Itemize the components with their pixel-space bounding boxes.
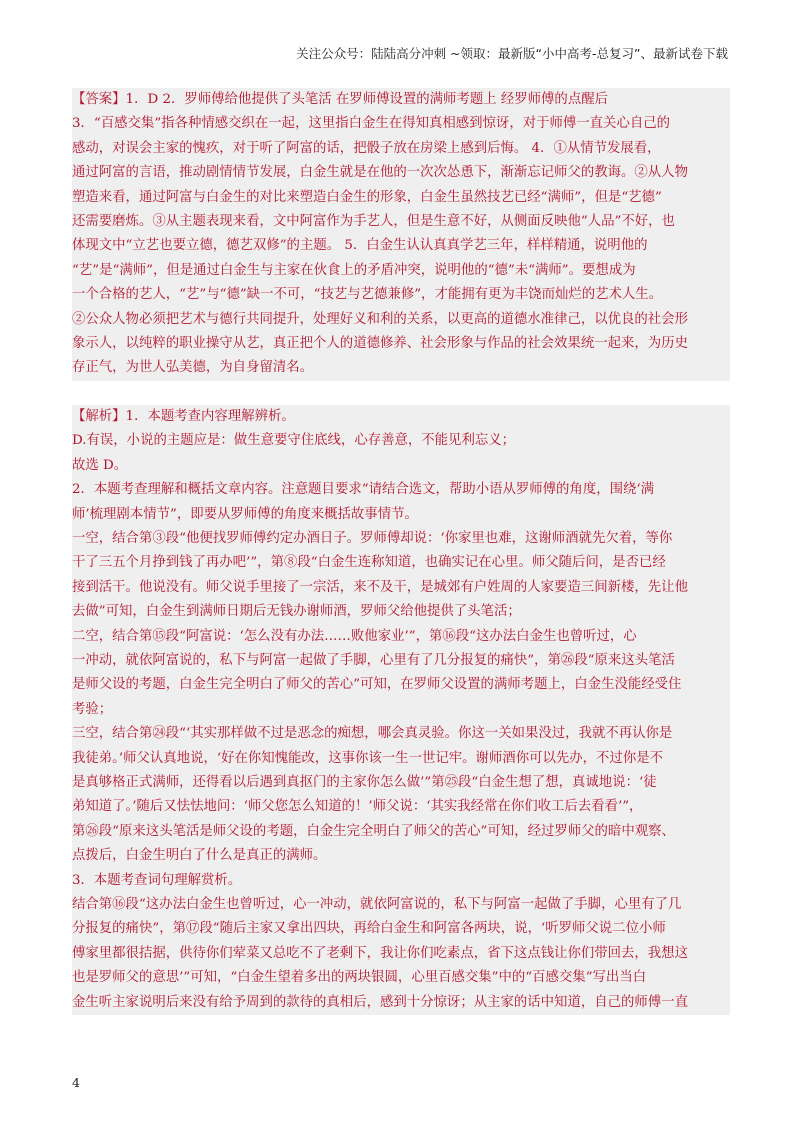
analysis-line: 是师父设的考题，白金生完全明白了师父的苦心”可知，在罗师父设置的满师考题上，白金生没能经受住: [72, 673, 730, 697]
page-number: 4: [72, 1075, 80, 1090]
answer-line: 塑造来看，通过阿富与白金生的对比来塑造白金生的形象，白金生虽然技艺已经“满师”，但是“艺德”: [72, 186, 730, 210]
analysis-line: 是真够格正式满师，还得看以后遇到真抠门的主家你怎么做’”第㉕段“白金生想了想，真诚地说：‘徒: [72, 771, 730, 795]
analysis-line: 去做”可知，白金生到满师日期后无钱办谢师酒，罗师父给他提供了头笔活；: [72, 600, 730, 624]
analysis-line: 金生听主家说明后来没有给予周到的款待的真相后，感到十分惊讶；从主家的话中知道，自己的师傅一直: [72, 991, 730, 1015]
analysis-line: 我徒弟。’师父认真地说，‘好在你知愧能改，这事你该一生一世记牢。谢师酒你可以先办，不过你是不: [72, 747, 730, 771]
analysis-line: 傅家里都很拮据，供待你们荤菜又总吃不了老剩下，我让你们吃素点，省下这点钱让你们带回去，我想这: [72, 942, 730, 966]
analysis-line: 故选 D。: [72, 454, 730, 478]
analysis-line: 接到活干。他说没有。师父说手里接了一宗活，来不及干，是城郊有户姓周的人家要造三间新楼，先让他: [72, 576, 730, 600]
answer-line: 还需要磨炼。③从主题表现来看，文中阿富作为手艺人，但是生意不好，从侧面反映他“人品”不好，也: [72, 210, 730, 234]
answer-line: 3．“百感交集”指各种情感交织在一起，这里指白金生在得知真相感到惊讶，对于师傅一直关心自己的: [72, 112, 730, 136]
analysis-line: 弟知道了。’随后又怯怯地问：‘师父您怎么知道的！’师父说：‘其实我经常在你们收工后去看看’”，: [72, 795, 730, 819]
analysis-line: 2．本题考查理解和概括文章内容。注意题目要求“请结合选文，帮助小语从罗师傅的角度，围绕‘满: [72, 478, 730, 502]
analysis-line: 分报复的痛快”，第⑰段“随后主家又拿出四块，再给白金生和阿富各两块，说，‘听罗师父说二位小师: [72, 917, 730, 941]
page-header: 关注公众号：陆陆高分冲刺 ~领取：最新版“小中高考-总复习”、最新试卷下载: [296, 46, 728, 61]
answer-line: ②公众人物必须把艺术与德行共同提升，处理好义和利的关系，以更高的道德水准律己，以优良的社会形: [72, 308, 730, 332]
answer-line: “艺”是“满师”，但是通过白金生与主家在伙食上的矛盾冲突，说明他的“德”未“满师”。要想成为: [72, 259, 730, 283]
answer-line: 感动，对误会主家的愧疚，对于听了阿富的话，把骰子放在房梁上感到后悔。 4．①从情节发展看，: [72, 137, 730, 161]
section-spacer: [72, 381, 730, 405]
answer-section: [72, 88, 730, 381]
answer-line: 通过阿富的言语，推动剧情情节发展，白金生就是在他的一次次怂恿下，渐渐忘记师父的教诲。②从人物: [72, 161, 730, 185]
analysis-line: 三空，结合第㉔段“‘其实那样做不过是恶念的痴想，哪会真灵验。你这一关如果没过，我就不再认你是: [72, 722, 730, 746]
answer-line: 存正气，为世人弘美德，为自身留清名。: [72, 356, 730, 380]
analysis-line: 一冲动，就依阿富说的，私下与阿富一起做了手脚，心里有了几分报复的痛快”，第㉖段“原来这头笔活: [72, 649, 730, 673]
analysis-line: 第㉖段“原来这头笔活是师父设的考题，白金生完全明白了师父的苦心”可知，经过罗师父的暗中观察、: [72, 820, 730, 844]
answer-line: 【答案】1．D 2．罗师傅给他提供了头笔活 在罗师傅设置的满师考题上 经罗师傅的点醒后: [72, 88, 730, 112]
answer-line: 一个合格的艺人，“艺”与“德”缺一不可，“技艺与艺德兼修”，才能拥有更为丰饶而灿烂的艺术人生。: [72, 283, 730, 307]
analysis-line: 也是罗师父的意思’”可知，“白金生望着多出的两块银圆，心里百感交集”中的“百感交集”写出当白: [72, 966, 730, 990]
analysis-line: 结合第⑯段“这办法白金生也曾听过，心一冲动，就依阿富说的，私下与阿富一起做了手脚，心里有了几: [72, 893, 730, 917]
analysis-line: 干了三五个月挣到钱了再办吧’”，第⑧段“白金生连称知道，也确实记在心里。师父随后问，是否已经: [72, 551, 730, 575]
analysis-line: D.有误，小说的主题应是：做生意要守住底线，心存善意，不能见利忘义；: [72, 429, 730, 453]
analysis-line: 二空，结合第⑮段“阿富说：‘怎么没有办法……败他家业’”，第⑯段“这办法白金生也曾听过，心: [72, 625, 730, 649]
analysis-line: 【解析】1．本题考查内容理解辨析。: [72, 405, 730, 429]
analysis-line: 一空，结合第③段“他便找罗师傅约定办酒日子。罗师傅却说：‘你家里也难，这谢师酒就先欠着，等你: [72, 527, 730, 551]
analysis-section: [72, 405, 730, 1015]
analysis-line: 点拨后，白金生明白了什么是真正的满师。: [72, 844, 730, 868]
document-body: [72, 88, 730, 1015]
analysis-line: 师’梳理剧本情节”，即要从罗师傅的角度来概括故事情节。: [72, 503, 730, 527]
analysis-line: 考验；: [72, 698, 730, 722]
analysis-line: 3．本题考查词句理解赏析。: [72, 869, 730, 893]
answer-line: 象示人，以纯粹的职业操守从艺，真正把个人的道德修养、社会形象与作品的社会效果统一起来，为历史: [72, 332, 730, 356]
answer-line: 体现文中“立艺也要立德，德艺双修”的主题。 5．白金生认认真真学艺三年，样样精通，说明他的: [72, 234, 730, 258]
